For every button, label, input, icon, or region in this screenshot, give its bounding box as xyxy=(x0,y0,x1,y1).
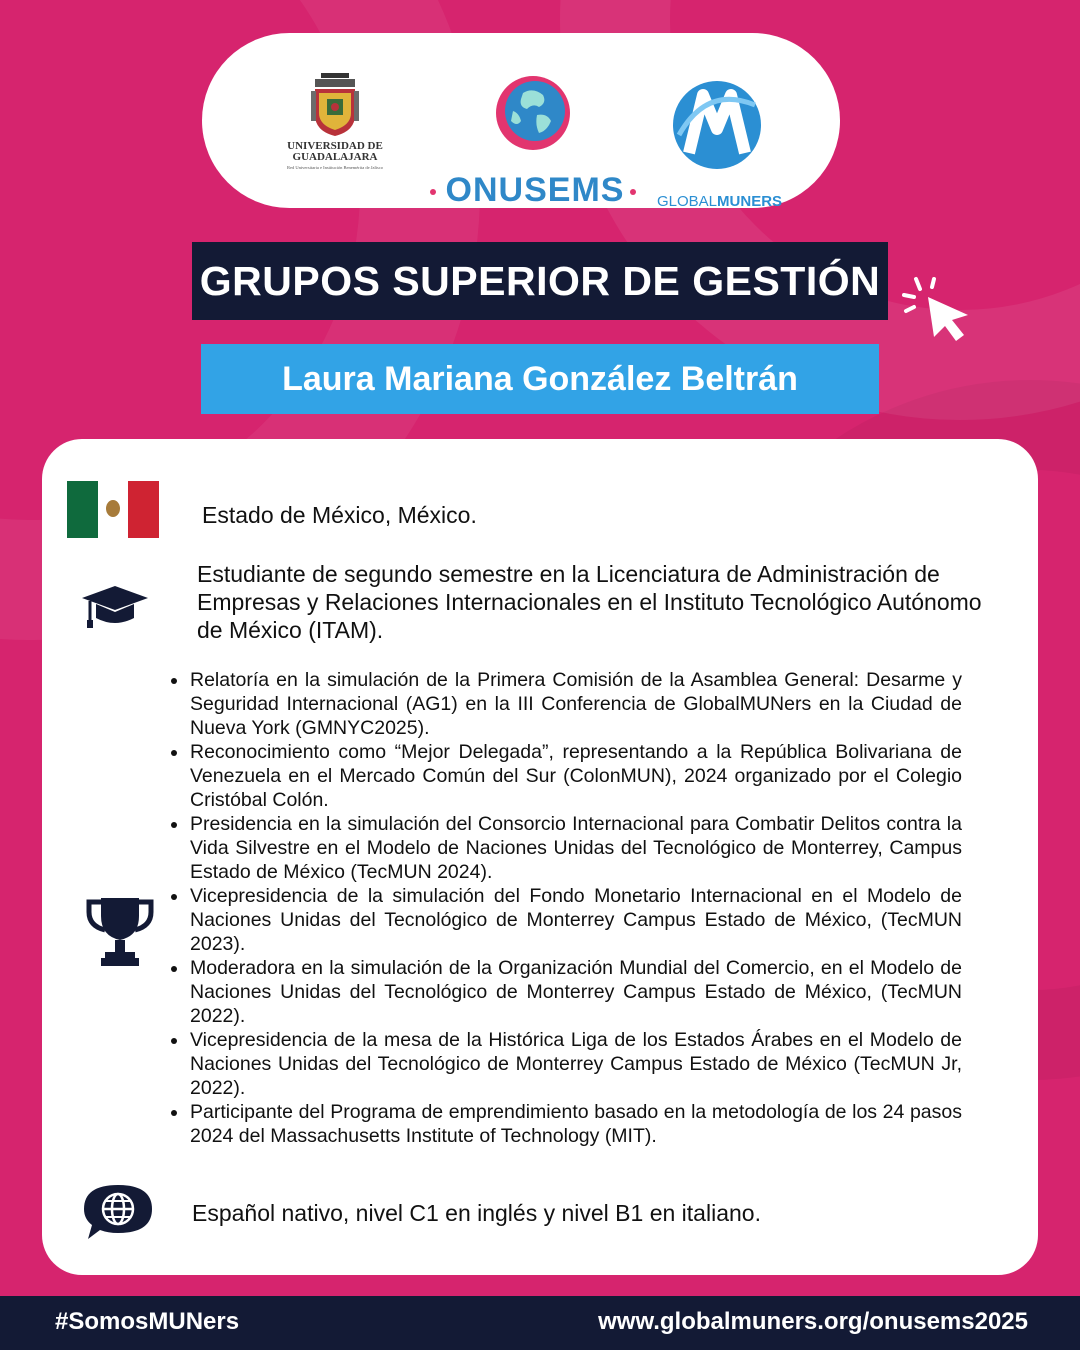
udg-logo xyxy=(280,73,390,170)
page-title: GRUPOS SUPERIOR DE GESTIÓN xyxy=(199,257,881,304)
languages-text: Español nativo, nivel C1 en inglés y nivel B1 en italiano. xyxy=(192,1200,761,1226)
footer-hashtag: #SomosMUNers xyxy=(55,1308,240,1335)
cursor-click-icon xyxy=(900,275,975,347)
list-item: Moderadora en la simulación de la Organización Mundial del Comercio, en el Modelo de Naciones Unidas del Tecnológico de Monterrey Campus Estado de México, (TecMUN 2022). xyxy=(169,956,962,1028)
achievements-list xyxy=(169,668,962,1148)
list-item: Presidencia en la simulación del Consorcio Internacional para Combatir Delitos contra la Vida Silvestre en el Modelo de Naciones Unidas del Tecnológico de Monterrey, Campus Estado de México (TecMUN 2024). xyxy=(169,812,962,884)
profile-card xyxy=(42,439,1038,1275)
onusems-logo xyxy=(430,71,640,209)
person-name: Laura Mariana González Beltrán xyxy=(282,359,798,398)
title-banner xyxy=(192,242,888,320)
location-text: Estado de México, México. xyxy=(202,502,477,528)
list-item: Participante del Programa de emprendimiento basado en la metodología de los 24 pasos 2024 del Massachusetts Institute of Technology (MIT). xyxy=(169,1100,962,1148)
globe-chat-icon xyxy=(82,1183,154,1241)
globalmuners-m-icon xyxy=(657,65,787,185)
globalmuners-logo xyxy=(657,65,787,210)
udg-name-line1: UNIVERSIDAD DE xyxy=(287,140,383,152)
udg-name-line2: GUADALAJARA xyxy=(292,151,378,163)
trophy-icon xyxy=(85,894,155,969)
udg-shield-icon xyxy=(309,73,361,137)
footer-bar xyxy=(0,1296,1080,1350)
onusems-globe-icon xyxy=(493,73,573,153)
globalmuners-wordmark xyxy=(657,193,782,210)
onusems-wordmark: ONUSEMS xyxy=(445,171,625,209)
education-text: Estudiante de segundo semestre en la Licenciatura de Administración de Empresas y Relaciones Internacionales en el Instituto Tecnológico Autónomo de México (ITAM). xyxy=(197,561,982,643)
list-item: Relatoría en la simulación de la Primera Comisión de la Asamblea General: Desarme y Seguridad Internacional (AG1) en la III Conferencia de GlobalMUNers en la Ciudad de Nueva York (GMNYC2025). xyxy=(169,668,962,740)
globalmuners-light: GLOBAL xyxy=(657,193,718,210)
list-item: Reconocimiento como “Mejor Delegada”, representando a la República Bolivariana de Venezuela en el Mercado Común del Sur (ColonMUN), 2024 organizado por el Colegio Cristóbal Colón. xyxy=(169,740,962,812)
mexico-flag-icon xyxy=(67,481,159,538)
list-item: Vicepresidencia de la simulación del Fondo Monetario Internacional en el Modelo de Naciones Unidas del Tecnológico de Monterrey Campus Estado de México, (TecMUN 2023). xyxy=(169,884,962,956)
udg-subtitle: Red Universitaria e Institución Benemérita de Jalisco xyxy=(287,165,383,170)
globalmuners-bold: MUNERS xyxy=(717,193,783,210)
onusems-dot-right xyxy=(630,189,636,195)
list-item: Vicepresidencia de la mesa de la Histórica Liga de los Estados Árabes en el Modelo de Naciones Unidas del Tecnológico de Monterrey Campus Estado de México (TecMUN Jr, 2022). xyxy=(169,1028,962,1100)
logo-bar xyxy=(202,33,840,208)
graduation-cap-icon xyxy=(80,582,150,632)
name-banner xyxy=(201,344,879,414)
footer-url-link[interactable]: www.globalmuners.org/onusems2025 xyxy=(598,1308,1028,1335)
